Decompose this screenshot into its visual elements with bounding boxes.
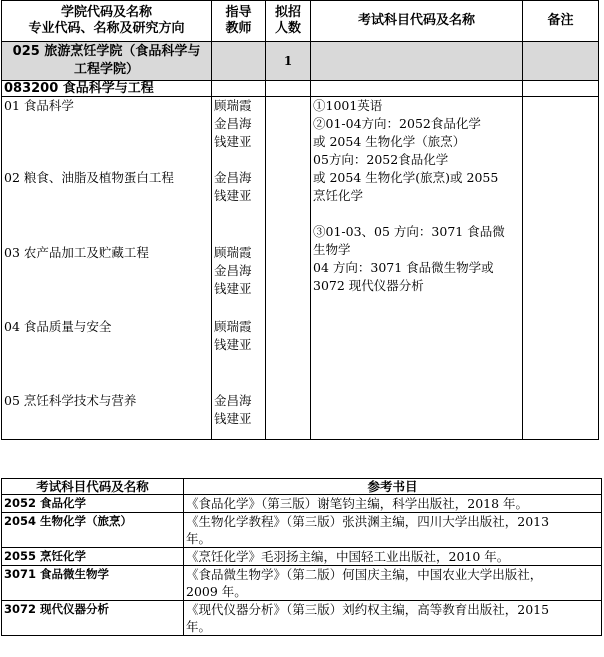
exam-line: 05方向：2052食品化学: [313, 152, 449, 167]
subject-code: 3071 食品微生物学: [2, 566, 184, 601]
header-quota: 拟招 人数: [266, 1, 311, 42]
college-remarks-cell: [523, 42, 599, 81]
teacher-name: 顾瑞霞: [214, 319, 252, 334]
table-row: [2, 601, 602, 636]
college-quota: 1: [266, 42, 311, 81]
teacher-name: 钱建亚: [214, 337, 252, 352]
book-reference: 《生物化学教程》（第三版）张洪渊主编，四川大学出版社，2013 年。: [184, 513, 602, 548]
teacher-name: 金昌海: [214, 393, 252, 408]
subject-code: 2052 食品化学: [2, 495, 184, 513]
remarks-cell: [523, 97, 599, 440]
directions-cell: [2, 97, 212, 440]
college-name: 025 旅游烹饪学院（食品科学与 工程学院）: [2, 42, 212, 81]
header-exam-subjects: 考试科目代码及名称: [311, 1, 523, 42]
exam-line: 3072 现代仪器分析: [313, 278, 424, 293]
college-teachers-cell: [212, 42, 266, 81]
teacher-name: 金昌海: [214, 263, 252, 278]
table-row: [2, 495, 602, 513]
program-table: [1, 0, 599, 440]
book-reference: 《食品化学》（第三版）谢笔钧主编，科学出版社，2018 年。: [184, 495, 602, 513]
teacher-name: 顾瑞霞: [214, 245, 252, 260]
exam-line: 或 2054 生物化学(旅烹)或 2055: [313, 170, 499, 185]
exam-line: ①1001英语: [313, 98, 383, 113]
exam-line: ③01-03、05 方向：3071 食品微: [313, 224, 505, 239]
subject-code: 2054 生物化学（旅烹）: [2, 513, 184, 548]
exam-line: ②01-04方向：2052食品化学: [313, 116, 481, 131]
table-row: [2, 548, 602, 566]
teacher-name: 金昌海: [214, 170, 252, 185]
teacher-name: 顾瑞霞: [214, 98, 252, 113]
books-header-books: 参考书目: [184, 479, 602, 495]
exam-line: [313, 205, 520, 223]
header-college-major: 学院代码及名称 专业代码、名称及研究方向: [2, 1, 212, 42]
teacher-name: 钱建亚: [214, 281, 252, 296]
directions-row: [2, 97, 599, 440]
college-exam-cell: [311, 42, 523, 81]
book-reference: 《食品微生物学》（第二版）何国庆主编，中国农业大学出版社， 2009 年。: [184, 566, 602, 601]
program-header-row: [2, 1, 599, 42]
book-reference: 《烹饪化学》毛羽扬主编，中国轻工业出版社，2010 年。: [184, 548, 602, 566]
books-header-row: [2, 479, 602, 495]
subject-code: 2055 烹饪化学: [2, 548, 184, 566]
teacher-name: 钱建亚: [214, 134, 252, 149]
books-header-subject: 考试科目代码及名称: [2, 479, 184, 495]
direction-name: 01 食品科学: [4, 98, 74, 113]
direction-name: 02 粮食、油脂及植物蛋白工程: [4, 170, 174, 185]
table-row: [2, 513, 602, 548]
direction-name: 05 烹饪科学技术与营养: [4, 393, 137, 408]
college-row: [2, 42, 599, 81]
teacher-name: 钱建亚: [214, 188, 252, 203]
quota-cell: [266, 97, 311, 440]
book-reference: 《现代仪器分析》（第三版）刘约权主编，高等教育出版社，2015 年。: [184, 601, 602, 636]
direction-name: 03 农产品加工及贮藏工程: [4, 245, 149, 260]
major-name: 083200 食品科学与工程: [2, 81, 212, 97]
teacher-name: 金昌海: [214, 116, 252, 131]
header-remarks: 备注: [523, 1, 599, 42]
reference-books-table: [1, 478, 602, 636]
teachers-cell: [212, 97, 266, 440]
exam-line: 烹饪化学: [313, 188, 364, 203]
exam-subjects-cell: [311, 97, 523, 440]
teacher-name: 钱建亚: [214, 411, 252, 426]
exam-line: 生物学: [313, 242, 351, 257]
exam-line: 或 2054 生物化学（旅烹）: [313, 134, 466, 149]
header-teachers: 指导 教师: [212, 1, 266, 42]
subject-code: 3072 现代仪器分析: [2, 601, 184, 636]
exam-line: 04 方向：3071 食品微生物学或: [313, 260, 494, 275]
direction-name: 04 食品质量与安全: [4, 319, 112, 334]
table-row: [2, 566, 602, 601]
major-row: [2, 81, 599, 97]
